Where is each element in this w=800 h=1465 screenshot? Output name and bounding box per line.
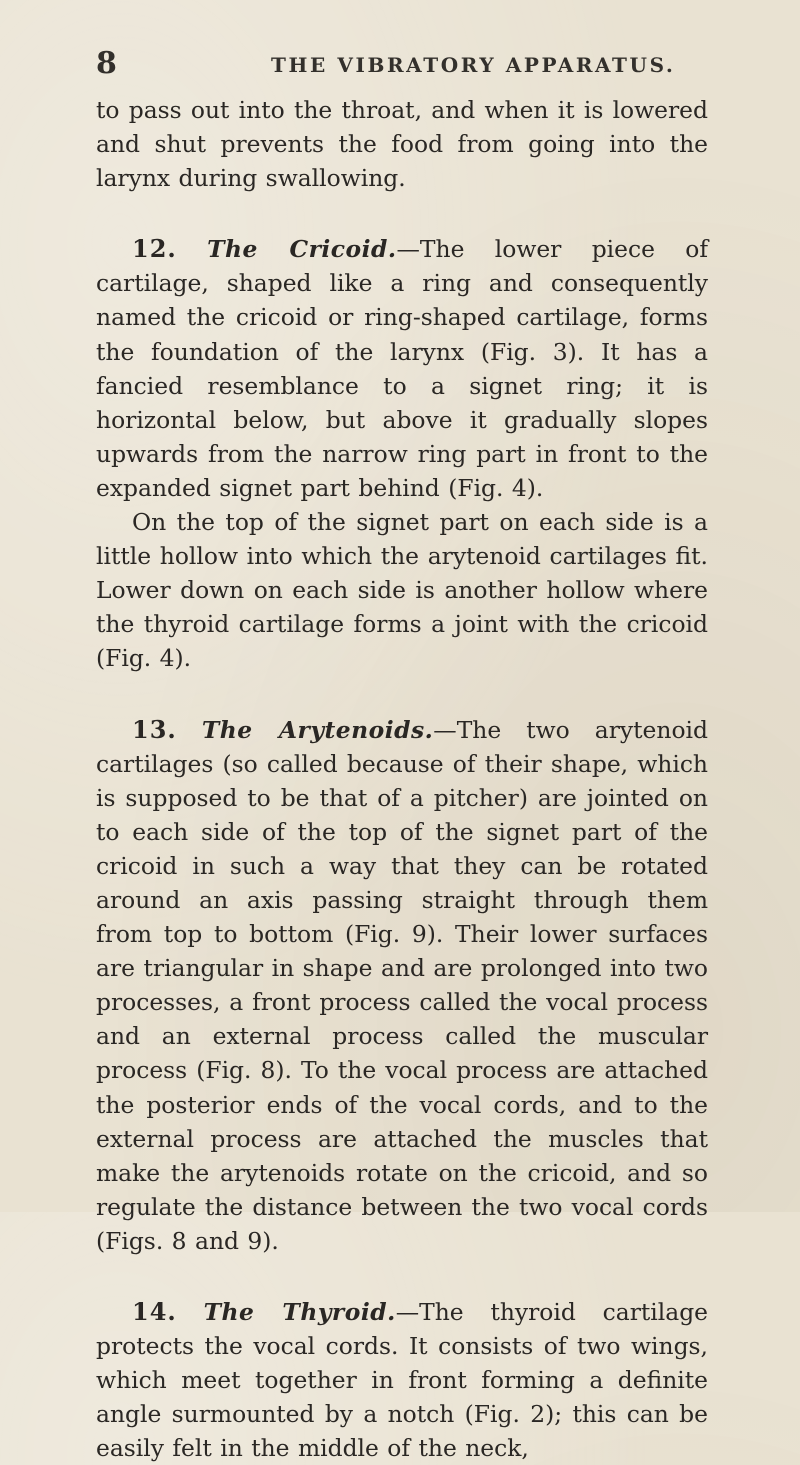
section-14-title: The Thyroid. <box>203 1298 396 1326</box>
section-14-number: 14. <box>132 1297 177 1326</box>
paragraph-continuation: to pass out into the throat, and when it is lowered and shut prevents the food from going into the larynx during swallowing. <box>96 96 708 193</box>
section-13-title: The Arytenoids. <box>201 715 434 744</box>
section-12-text: The lower piece of cartilage, shaped like a ring and consequently named the cricoid or ring-shaped cartilage, forms the foundation of the larynx (Fig. 3). It has a fancied resemblance to a signet ring; it is horizontal below, but above it gradually slopes upwards from the narrow ring part in front to the expanded signet part behind (Fig. 4). <box>96 235 709 502</box>
section-12-title: The Cricoid. <box>207 235 397 264</box>
section-gap <box>96 676 708 713</box>
section-12-number: 12. <box>132 234 177 264</box>
section-13-text: The two arytenoid cartilages (so called because of their shape, which is supposed to be that of a pitcher) are jointed on to each side of the top of the signet part of the cricoid in such a way that they can be rotated around an axis passing straight through them from top to bottom (Fig. 9). Their lower surfaces are triangular in shape and are prolonged into two processes, a front process called the vocal process and an external process called the muscular process (Fig. 8). To the vocal process are attached the posterior ends of the vocal cords, and to the external process are attached the muscles that make the arytenoids rotate on the cricoid, and so regulate the distance between the two vocal cords (Figs. 8 and 9). <box>96 715 708 1255</box>
body-text <box>96 93 708 1465</box>
section-12-second-paragraph: On the top of the signet part on each side is a little hollow into which the arytenoid cartilages fit. Lower down on each side is another hollow where the thyroid cartilage forms a joint with the cricoid (Fig. 4). <box>96 508 708 673</box>
running-title: THE VIBRATORY APPARATUS. <box>271 53 676 77</box>
section-12-dash: — <box>396 235 420 264</box>
running-head <box>96 44 708 84</box>
section-gap <box>96 1258 708 1295</box>
section-14-text: The thyroid cartilage protects the vocal cords. It consists of two wings, which meet together in front forming a definite angle surmounted by a notch (Fig. 2); this can be easily felt in the middle of the neck, <box>96 1298 709 1463</box>
section-13-number: 13. <box>132 714 177 744</box>
section-gap <box>96 195 708 232</box>
section-13-dash: — <box>433 715 457 744</box>
section-14-paragraph <box>96 1295 708 1465</box>
section-12-paragraph <box>96 232 708 505</box>
section-13-paragraph <box>96 713 708 1259</box>
section-14-dash: — <box>395 1298 420 1326</box>
page-number: 8 <box>96 46 117 81</box>
